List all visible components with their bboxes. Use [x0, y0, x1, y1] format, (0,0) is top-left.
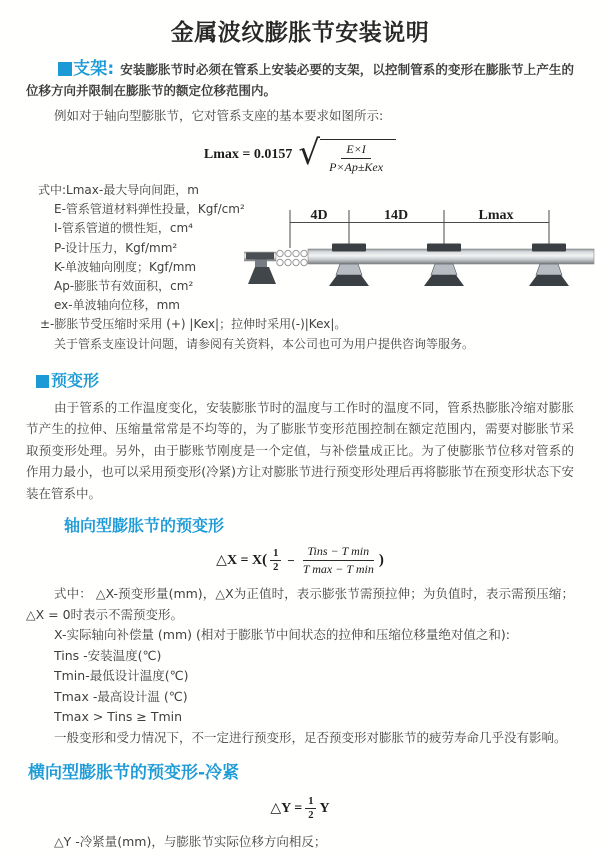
temperature-fraction	[298, 544, 379, 577]
lateral-subheading: 横向型膨胀节的预变形-冷紧	[28, 763, 240, 784]
definition-line: E-管系管道材料弹性投量，Kgf/cm²	[54, 202, 245, 217]
x-definition-line: X-实际轴向补偿量 (mm) (相对于膨胀节中间状态的拉伸和压缩位移量绝对值之和):	[54, 627, 510, 643]
definition-line: K-单波轴向刚度；Kgf/mm	[54, 259, 197, 274]
plus-minus-note: ±-膨胀节受压缩时采用 (+) |Kex|；拉伸时采用(-)|Kex|。	[40, 317, 347, 332]
sqrt-radicand	[320, 139, 396, 175]
radical-icon: √	[298, 133, 321, 173]
lmax-formula-lhs: Lmax = 0.0157	[203, 147, 293, 162]
document-page	[0, 14, 600, 852]
axial-formula	[26, 544, 574, 577]
support-intro-paragraph	[26, 59, 574, 101]
minus-operator: −	[287, 552, 295, 568]
open-paren: (	[262, 552, 268, 569]
sqrt-expression	[298, 135, 396, 175]
section-heading-predeform-row	[36, 368, 574, 391]
lateral-formula-rhs: Y	[319, 800, 330, 816]
guide-support	[424, 244, 464, 287]
definition-line: 式中:Lmax-最大导向间距，m	[38, 183, 199, 197]
tmin-line: Tmin-最低设计温度(℃)	[54, 668, 189, 684]
half-denominator: 2	[308, 810, 314, 822]
dimension-label-4d: 4D	[310, 208, 328, 223]
temperature-fraction-denominator: T max − T min	[302, 562, 374, 577]
definition-line: P-设计压力，Kgf/mm²	[54, 240, 178, 255]
half-denominator: 2	[273, 562, 279, 574]
dimension-label-lmax: Lmax	[478, 208, 514, 223]
lateral-formula-lhs: △Y =	[270, 801, 303, 817]
axial-note-paragraph: 式中： △X-预变形量(mm)，△X为正值时，表示膨张节需预拉伸；为负值时，表示需预压缩；△X = 0时表示不需预变形。	[26, 586, 574, 623]
dimension-label-14d: 14D	[383, 208, 409, 223]
one-half-fraction	[270, 547, 281, 574]
blue-square-icon	[36, 375, 49, 388]
axial-remark-line: 一般变形和受力情况下，不一定进行预变形，足否预变形对膨胀节的疲劳寿命几乎没有影响。	[54, 729, 567, 745]
lateral-formula	[26, 795, 574, 822]
half-numerator: 1	[305, 795, 316, 809]
guide-support	[529, 244, 569, 287]
temperature-relation-line: Tmax > Tins ≥ Tmin	[54, 709, 183, 725]
axial-formula-lhs: △X = X	[216, 553, 263, 569]
support-intro-text: 安装膨胀节时必须在管系上安装必要的支架，以控制管系的变形在膨胀节上产生的位移方向并限制在膨胀节的额定位移范围内。	[26, 62, 574, 98]
pipe-support-diagram	[244, 207, 596, 301]
anchor-support	[246, 253, 276, 285]
blue-square-icon	[58, 62, 72, 76]
tmax-line: Tmax -最高设计温 (℃)	[54, 688, 188, 704]
lmax-fraction-denominator: P×Ap±Kex	[329, 160, 384, 174]
tins-line: Tins -安装温度(℃)	[54, 647, 162, 663]
predeform-body-paragraph: 由于管系的工作温度变化，安装膨胀节时的温度与工作时的温度不同，管系热膨胀冷缩对膨胀节产生的拉伸、压缩量常常是不均等的，为了膨胀节变形范围控制在额定范围内，需要对膨胀节采取预变形处理。另外，由于膨账节刚度是一个定值，与补偿量成正比。为了使膨胀节位移对管系的作用力最小，也可以采用预变形(冷紧)方让对膨胀节进行预变形处理后再将膨胀节在预变形状态下安装在管系中。	[26, 399, 574, 501]
consulting-note: 关于管系支座设计问题，请参阅有关资料，本公司也可为用户提供咨询等服务。	[54, 336, 475, 351]
definition-line: I-管系管道的惯性矩，cm⁴	[54, 221, 193, 236]
lmax-formula	[26, 135, 574, 175]
page-title: 金属波纹膨胀节安装说明	[170, 20, 430, 46]
half-numerator: 1	[270, 547, 281, 561]
axial-subheading: 轴向型膨胀节的预变形	[64, 516, 225, 536]
lateral-note-line: △Y -冷紧量(mm)，与膨胀节实际位移方向相反；	[54, 833, 327, 849]
support-example-line: 例如对于轴向型膨胀节，它对管系支座的基本要求如图所示:	[54, 108, 384, 123]
guide-support	[329, 244, 369, 287]
bellows-icon	[277, 250, 307, 265]
lmax-fraction	[324, 142, 388, 175]
definition-line: Ap-膨胀节有效面积，cm²	[54, 279, 194, 294]
lmax-fraction-numerator: E×I	[341, 142, 370, 159]
temperature-fraction-numerator: Tins − T min	[303, 544, 375, 561]
close-paren: )	[378, 552, 384, 569]
section-heading-support: 支架:	[73, 59, 115, 79]
one-half-fraction	[305, 795, 316, 822]
definition-line: ex-单波轴向位移，mm	[54, 298, 180, 313]
section-heading-predeform: 预变形	[51, 370, 100, 390]
definitions-and-diagram	[26, 181, 574, 354]
